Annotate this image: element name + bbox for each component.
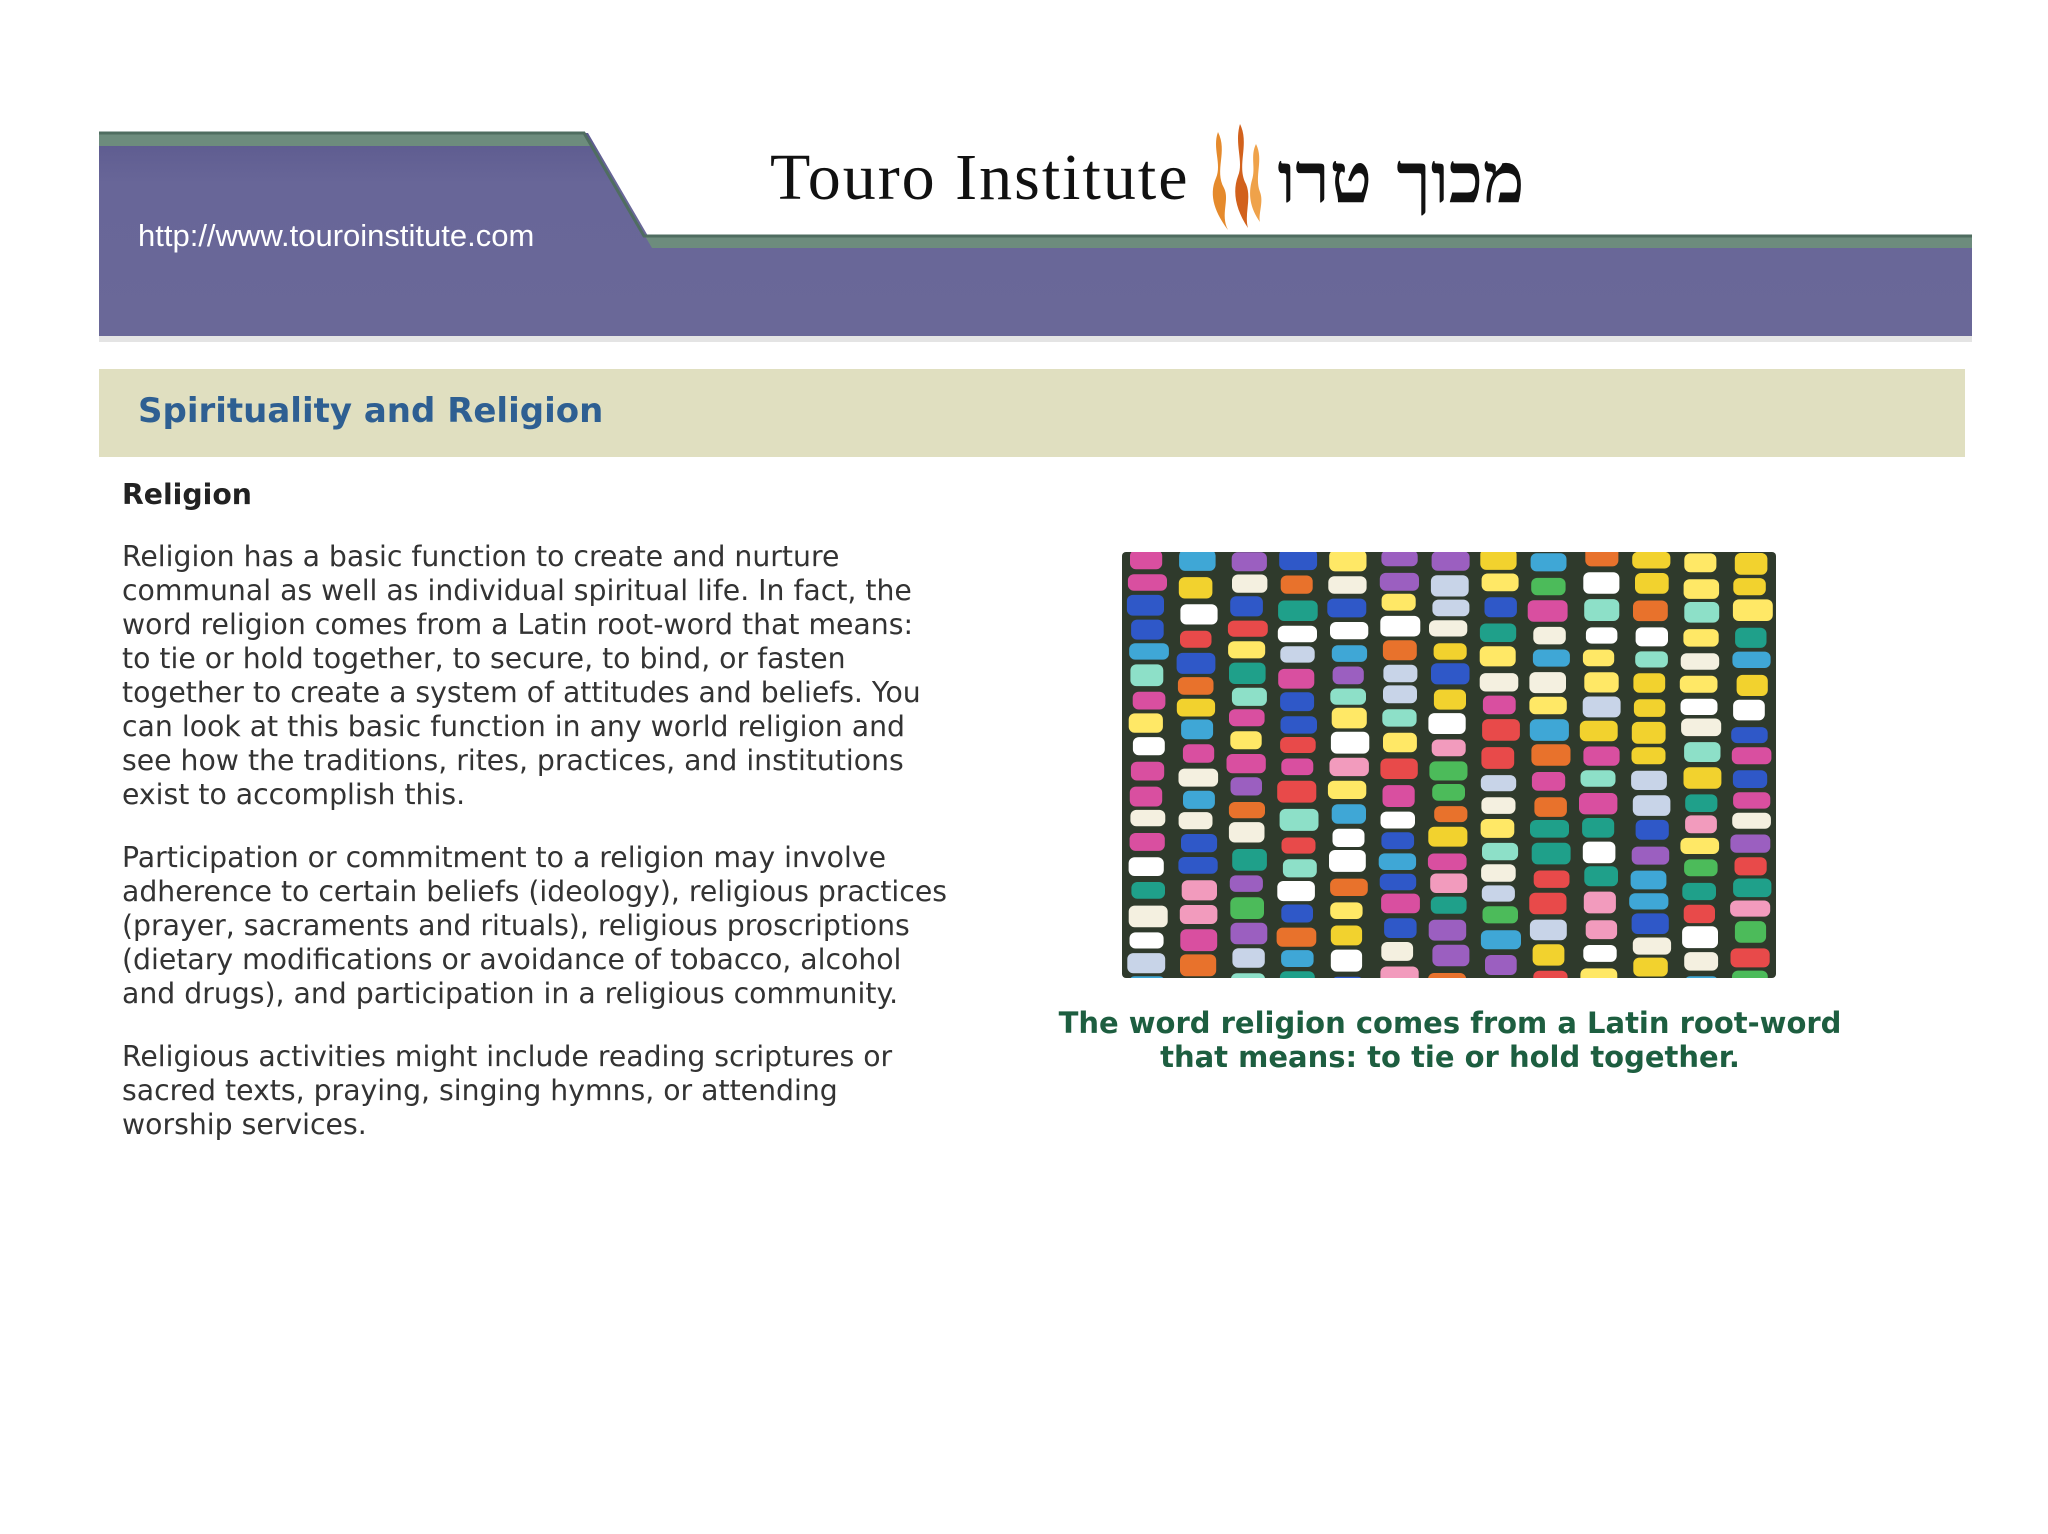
worshipper-figure	[1684, 859, 1718, 876]
worshipper-figure	[1485, 597, 1517, 617]
worshipper-figure	[1684, 602, 1719, 623]
worshipper-figure	[1231, 923, 1268, 945]
worshipper-figure	[1733, 599, 1773, 621]
worshipper-figure	[1733, 792, 1770, 808]
worshipper-figure	[1430, 874, 1467, 894]
worshipper-figure	[1584, 672, 1618, 692]
text-line: together to create a system of attitudes and beliefs. You	[122, 676, 921, 709]
worshipper-figure	[1483, 696, 1516, 715]
worshipper-figure	[1684, 952, 1718, 971]
worshipper-figure	[1432, 784, 1465, 801]
text-line: communal as well as individual spiritual life. In fact, the	[122, 574, 912, 607]
worshipper-figure	[1482, 719, 1520, 741]
worshipper-figure	[1380, 616, 1420, 637]
worshipper-figure	[1481, 864, 1516, 882]
worshipper-figure	[1280, 971, 1315, 978]
worshipper-figure	[1383, 685, 1417, 703]
text-line: worship services.	[122, 1108, 367, 1141]
worshipper-figure	[1583, 747, 1619, 766]
worshipper-figure	[1632, 913, 1669, 934]
worshipper-figure	[1681, 719, 1721, 737]
prayer-crowd-photo	[1122, 552, 1776, 978]
worshipper-figure	[1429, 761, 1467, 780]
worshipper-figure	[1331, 977, 1363, 978]
worshipper-figure	[1230, 875, 1263, 892]
worshipper-figure	[1431, 575, 1469, 596]
worshipper-figure	[1330, 879, 1368, 896]
worshipper-figure	[1331, 950, 1362, 972]
worshipper-figure	[1383, 665, 1417, 683]
text-line: sacred texts, praying, singing hymns, or attending	[122, 1074, 838, 1107]
worshipper-figure	[1733, 879, 1771, 898]
worshipper-figure	[1278, 601, 1318, 622]
worshipper-figure	[1383, 733, 1417, 752]
worshipper-figure	[1432, 552, 1470, 571]
worshipper-figure	[1685, 815, 1717, 833]
worshipper-figure	[1735, 921, 1766, 943]
worshipper-figure	[1584, 599, 1619, 621]
worshipper-figure	[1730, 835, 1770, 853]
worshipper-figure	[1632, 552, 1670, 569]
worshipper-figure	[1228, 641, 1265, 658]
paragraph-function	[122, 540, 1022, 812]
worshipper-figure	[1381, 894, 1420, 914]
worshipper-figure	[1277, 928, 1317, 947]
worshipper-figure	[1380, 573, 1419, 591]
worshipper-figure	[1735, 628, 1766, 648]
worshipper-figure	[1434, 643, 1467, 660]
worshipper-figure	[1281, 716, 1318, 733]
worshipper-figure	[1732, 813, 1771, 829]
worshipper-figure	[1232, 688, 1267, 706]
text-line: Participation or commitment to a religion may involve	[122, 841, 887, 874]
worshipper-figure	[1631, 771, 1667, 790]
worshipper-figure	[1277, 881, 1315, 901]
worshipper-figure	[1737, 675, 1768, 696]
text-line: can look at this basic function in any world religion and	[122, 710, 905, 743]
worshipper-figure	[1428, 973, 1466, 978]
worshipper-figure	[1381, 942, 1413, 961]
worshipper-figure	[1432, 945, 1469, 967]
worshipper-figure	[1279, 552, 1317, 570]
worshipper-figure	[1533, 971, 1567, 978]
worshipper-figure	[1635, 573, 1669, 594]
worshipper-figure	[1129, 976, 1166, 978]
worshipper-figure	[1633, 673, 1665, 693]
worshipper-figure	[1333, 829, 1365, 847]
worshipper-figure	[1482, 843, 1518, 860]
worshipper-figure	[1332, 645, 1367, 662]
worshipper-figure	[1681, 653, 1720, 670]
text-line: exist to accomplish this.	[122, 778, 466, 811]
paragraph-activities	[122, 1040, 1022, 1142]
worshipper-figure	[1229, 802, 1265, 818]
site-header	[0, 0, 2048, 345]
worshipper-figure	[1531, 553, 1567, 571]
worshipper-figure	[1229, 709, 1265, 726]
brand-name: Touro Institute	[770, 141, 1190, 214]
worshipper-figure	[1434, 690, 1466, 710]
worshipper-figure	[1684, 976, 1718, 978]
worshipper-figure	[1183, 791, 1215, 809]
worshipper-figure	[1735, 857, 1767, 875]
worshipper-figure	[1280, 737, 1316, 753]
worshipper-figure	[1178, 677, 1214, 695]
article-content	[122, 478, 1022, 1171]
worshipper-figure	[1733, 770, 1767, 788]
worshipper-figure	[1529, 893, 1566, 915]
worshipper-figure	[1733, 578, 1766, 595]
worshipper-figure	[1229, 663, 1266, 684]
worshipper-figure	[1383, 785, 1415, 807]
worshipper-figure	[1128, 574, 1167, 591]
worshipper-figure	[1432, 740, 1466, 757]
worshipper-figure	[1580, 721, 1618, 742]
worshipper-figure	[1382, 709, 1416, 726]
worshipper-figure	[1232, 948, 1264, 968]
worshipper-figure	[1332, 708, 1367, 729]
worshipper-figure	[1382, 594, 1416, 611]
worshipper-figure	[1735, 553, 1768, 575]
worshipper-figure	[1130, 787, 1162, 807]
worshipper-figure	[1281, 905, 1313, 923]
worshipper-figure	[1583, 697, 1621, 718]
worshipper-figure	[1182, 880, 1217, 900]
worshipper-figure	[1582, 818, 1614, 838]
worshipper-figure	[1481, 819, 1515, 838]
worshipper-figure	[1331, 732, 1369, 754]
worshipper-figure	[1281, 950, 1314, 967]
worshipper-figure	[1127, 595, 1164, 616]
brand-hebrew-text: מכוך טרו	[1277, 136, 1525, 219]
worshipper-figure	[1731, 727, 1768, 743]
worshipper-figure	[1732, 747, 1772, 764]
worshipper-figure	[1534, 871, 1570, 888]
worshipper-figure	[1483, 906, 1519, 923]
worshipper-figure	[1183, 744, 1214, 763]
worshipper-figure	[1633, 795, 1671, 816]
worshipper-figure	[1333, 667, 1364, 685]
text-line: to tie or hold together, to secure, to bind, or fasten	[122, 642, 846, 675]
worshipper-figure	[1481, 775, 1516, 791]
worshipper-figure	[1177, 699, 1215, 717]
caption-line: The word religion comes from a Latin root-word	[1058, 1006, 1842, 1040]
worshipper-figure	[1131, 620, 1164, 640]
worshipper-figure	[1584, 892, 1616, 914]
worshipper-figure	[1429, 620, 1467, 636]
worshipper-figure	[1633, 938, 1671, 955]
text-line: see how the traditions, rites, practices, and institutions	[122, 744, 904, 777]
article-heading: Religion	[122, 478, 252, 511]
worshipper-figure	[1631, 871, 1667, 890]
worshipper-figure	[1281, 759, 1313, 776]
worshipper-figure	[1529, 672, 1566, 693]
worshipper-figure	[1684, 553, 1716, 572]
worshipper-figure	[1428, 713, 1465, 734]
worshipper-figure	[1531, 744, 1570, 766]
worshipper-figure	[1180, 954, 1216, 976]
section-title-bar	[99, 369, 1965, 457]
worshipper-figure	[1680, 838, 1719, 854]
worshipper-figure	[1180, 929, 1217, 951]
worshipper-figure	[1632, 747, 1666, 764]
worshipper-figure	[1682, 883, 1716, 900]
worshipper-figure	[1428, 854, 1467, 871]
worshipper-figure	[1482, 574, 1519, 592]
worshipper-figure	[1482, 885, 1515, 901]
worshipper-figure	[1586, 627, 1618, 643]
site-url-link[interactable]: http://www.touroinstitute.com	[138, 218, 535, 253]
worshipper-figure	[1278, 626, 1317, 643]
worshipper-figure	[1533, 650, 1570, 667]
worshipper-figure	[1330, 758, 1369, 776]
worshipper-figure	[1685, 794, 1717, 812]
worshipper-figure	[1230, 897, 1264, 919]
worshipper-figure	[1680, 676, 1718, 693]
text-line: Religious activities might include reading scriptures or	[122, 1040, 893, 1073]
worshipper-figure	[1684, 579, 1720, 599]
worshipper-figure	[1129, 643, 1169, 659]
worshipper-figure	[1480, 646, 1516, 666]
worshipper-figure	[1636, 820, 1669, 840]
paragraph-participation	[122, 841, 1022, 1011]
worshipper-figure	[1130, 833, 1165, 851]
worshipper-figure	[1530, 820, 1569, 838]
worshipper-figure	[1330, 902, 1362, 919]
worshipper-figure	[1579, 793, 1617, 814]
worshipper-figure	[1533, 944, 1565, 965]
worshipper-figure	[1636, 627, 1668, 646]
worshipper-figure	[1130, 810, 1165, 826]
worshipper-figure	[1180, 905, 1218, 924]
worshipper-figure	[1532, 843, 1571, 865]
worshipper-figure	[1480, 552, 1516, 570]
worshipper-figure	[1480, 673, 1519, 691]
worshipper-figure	[1581, 770, 1616, 787]
worshipper-figure	[1429, 920, 1467, 941]
worshipper-figure	[1683, 629, 1718, 647]
worshipper-figure	[1232, 849, 1267, 871]
worshipper-figure	[1583, 945, 1616, 962]
text-line: word religion comes from a Latin root-word that means:	[122, 608, 913, 641]
worshipper-figure	[1384, 918, 1417, 938]
worshipper-figure	[1127, 953, 1165, 973]
worshipper-figure	[1131, 882, 1165, 899]
worshipper-figure	[1532, 772, 1565, 791]
worshipper-figure	[1278, 669, 1314, 689]
worshipper-figure	[1585, 552, 1618, 566]
worshipper-figure	[1129, 857, 1164, 876]
caption-line: that means: to tie or hold together.	[1160, 1040, 1740, 1074]
worshipper-figure	[1481, 930, 1521, 949]
worshipper-figure	[1329, 850, 1366, 872]
worshipper-figure	[1328, 576, 1366, 594]
worshipper-figure	[1379, 853, 1416, 870]
worshipper-figure	[1480, 624, 1516, 643]
worshipper-figure	[1534, 797, 1567, 817]
worshipper-figure	[1586, 920, 1617, 939]
worshipper-figure	[1329, 552, 1366, 571]
worshipper-figure	[1179, 769, 1219, 787]
worshipper-figure	[1180, 604, 1217, 624]
text-line: (prayer, sacraments and rituals), religious proscriptions	[122, 909, 910, 942]
worshipper-figure	[1684, 742, 1720, 762]
text-line: and drugs), and participation in a religious community.	[122, 977, 899, 1010]
section-title: Spirituality and Religion	[138, 391, 604, 431]
worshipper-figure	[1732, 652, 1770, 668]
worshipper-figure	[1283, 859, 1317, 877]
worshipper-figure	[1580, 968, 1617, 978]
worshipper-figure	[1130, 552, 1162, 569]
worshipper-figure	[1583, 842, 1616, 864]
worshipper-figure	[1431, 663, 1470, 684]
worshipper-figure	[1481, 797, 1515, 814]
worshipper-figure	[1381, 552, 1417, 566]
worshipper-figure	[1381, 832, 1414, 849]
worshipper-figure	[1181, 834, 1217, 852]
worshipper-figure	[1531, 578, 1565, 595]
flame-logo-icon	[1206, 122, 1268, 234]
worshipper-figure	[1635, 651, 1668, 667]
worshipper-figure	[1229, 822, 1265, 842]
worshipper-figure	[1228, 621, 1268, 637]
worshipper-figure	[1633, 958, 1668, 977]
worshipper-figure	[1179, 577, 1213, 598]
worshipper-figure	[1634, 699, 1665, 717]
text-line: Religion has a basic function to create and nurture	[122, 540, 840, 573]
text-line: (dietary modifications or avoidance of tobacco, alcohol	[122, 943, 902, 976]
worshipper-figure	[1232, 552, 1267, 571]
worshipper-figure	[1280, 692, 1314, 711]
worshipper-figure	[1431, 897, 1467, 914]
photo-caption	[1040, 1006, 1860, 1074]
worshipper-figure	[1230, 731, 1261, 749]
worshipper-figure	[1632, 722, 1666, 744]
worshipper-figure	[1129, 906, 1168, 928]
worshipper-figure	[1529, 697, 1566, 715]
worshipper-figure	[1133, 692, 1166, 710]
worshipper-figure	[1332, 804, 1366, 824]
worshipper-figure	[1732, 971, 1768, 978]
worshipper-figure	[1328, 781, 1366, 799]
worshipper-figure	[1485, 955, 1517, 975]
worshipper-figure	[1330, 622, 1368, 639]
worshipper-figure	[1130, 932, 1164, 948]
worshipper-figure	[1181, 720, 1213, 740]
worshipper-figure	[1227, 754, 1266, 773]
worshipper-figure	[1434, 806, 1467, 822]
worshipper-figure	[1428, 827, 1467, 847]
worshipper-figure	[1230, 596, 1263, 616]
text-line: adherence to certain beliefs (ideology), religious practices	[122, 875, 948, 908]
worshipper-figure	[1731, 948, 1770, 967]
worshipper-figure	[1180, 631, 1212, 648]
worshipper-figure	[1381, 812, 1416, 829]
worshipper-figure	[1280, 809, 1319, 831]
worshipper-figure	[1277, 781, 1316, 803]
worshipper-figure	[1331, 926, 1362, 946]
worshipper-figure	[1733, 700, 1765, 721]
worshipper-figure	[1231, 777, 1263, 795]
brand-logo	[770, 128, 1524, 228]
worshipper-figure	[1330, 689, 1366, 705]
worshipper-figure	[1584, 866, 1618, 886]
worshipper-figure	[1130, 664, 1163, 686]
worshipper-figure	[1583, 650, 1614, 667]
worshipper-figure	[1282, 838, 1316, 854]
worshipper-figure	[1380, 759, 1417, 780]
worshipper-figure	[1177, 653, 1216, 674]
worshipper-figure	[1131, 762, 1164, 781]
worshipper-figure	[1530, 719, 1569, 741]
worshipper-figure	[1681, 699, 1718, 715]
worshipper-figure	[1684, 905, 1715, 923]
worshipper-figure	[1632, 847, 1670, 865]
worshipper-figure	[1730, 901, 1770, 917]
worshipper-figure	[1432, 600, 1469, 617]
worshipper-figure	[1629, 893, 1668, 909]
worshipper-figure	[1280, 646, 1314, 662]
worshipper-figure	[1583, 572, 1619, 594]
worshipper-figure	[1383, 640, 1417, 660]
worshipper-figure	[1633, 601, 1668, 622]
worshipper-figure	[1281, 576, 1313, 594]
worshipper-figure	[1380, 874, 1417, 891]
worshipper-figure	[1528, 600, 1568, 621]
worshipper-figure	[1684, 767, 1722, 789]
worshipper-figure	[1327, 599, 1366, 618]
worshipper-figure	[1179, 812, 1213, 829]
worshipper-figure	[1533, 627, 1566, 645]
worshipper-figure	[1133, 737, 1165, 755]
worshipper-figure	[1129, 713, 1163, 732]
worshipper-figure	[1380, 967, 1418, 979]
worshipper-figure	[1530, 920, 1567, 941]
worshipper-figure	[1481, 747, 1514, 769]
worshipper-figure	[1231, 973, 1265, 978]
worshipper-figure	[1179, 552, 1216, 571]
worshipper-figure	[1682, 926, 1718, 948]
worshipper-figure	[1178, 857, 1217, 874]
worshipper-figure	[1232, 575, 1267, 593]
